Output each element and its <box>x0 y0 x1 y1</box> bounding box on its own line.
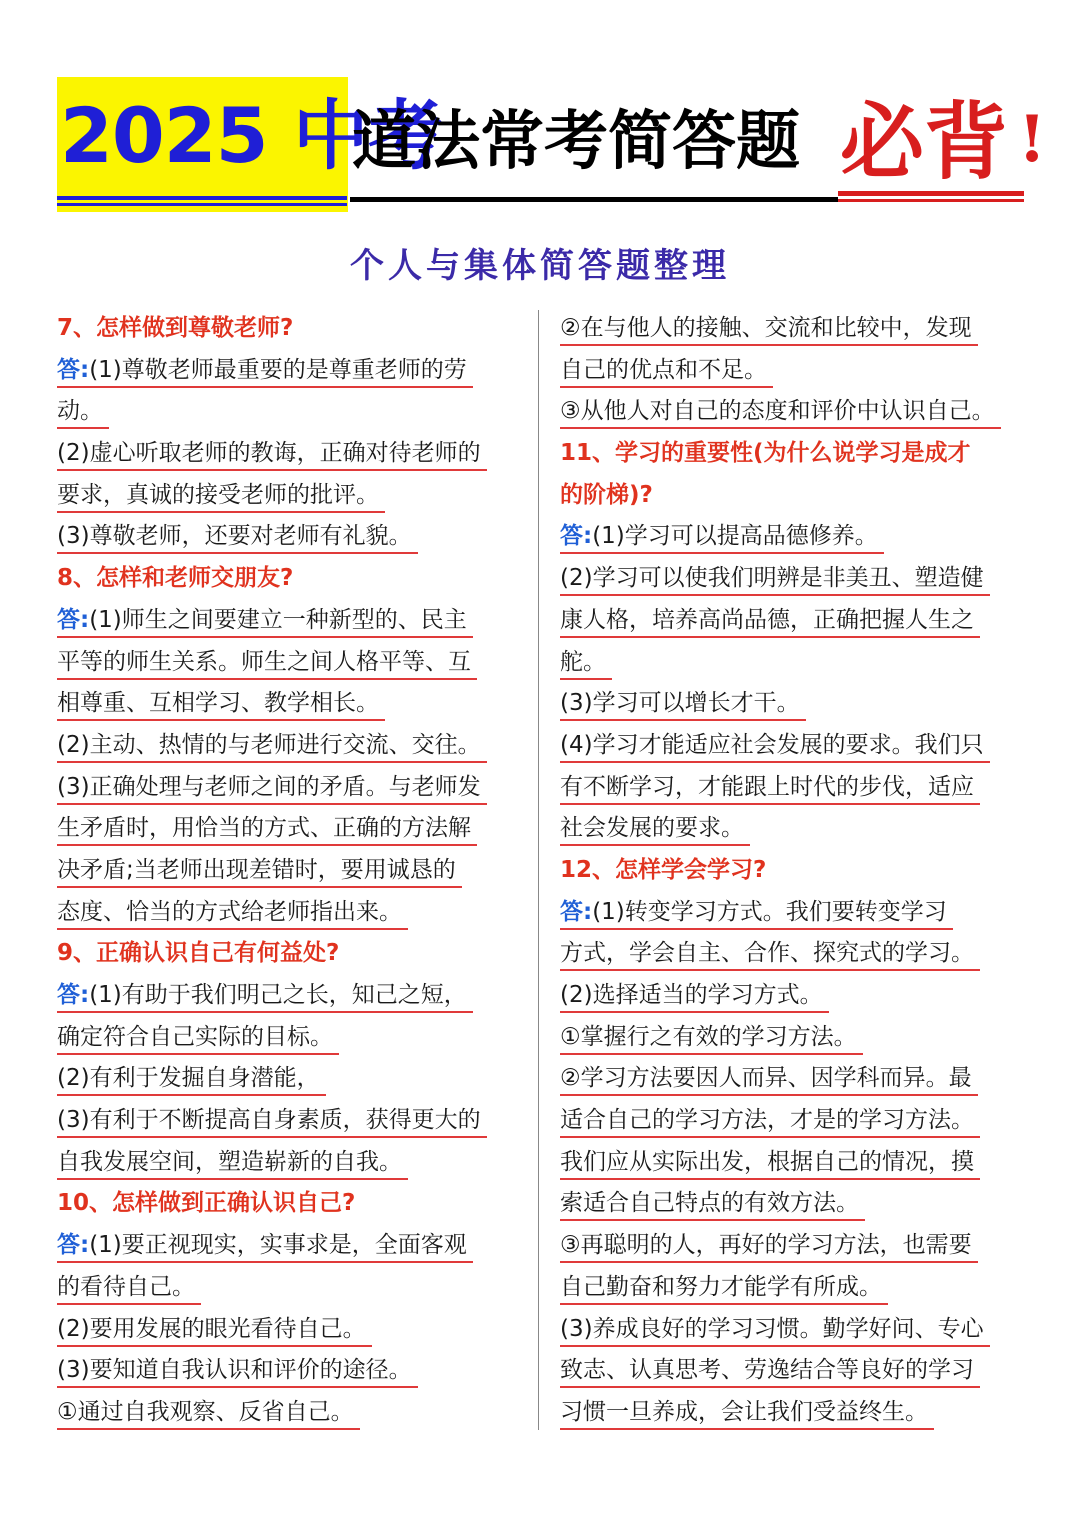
answer-line <box>57 475 523 517</box>
answer-line <box>57 1309 523 1351</box>
line-text <box>57 1354 418 1388</box>
line-body: 自己的优点和不足。 <box>560 356 767 383</box>
answer-line <box>560 975 1026 1017</box>
answer-line <box>560 1142 1026 1184</box>
line-text <box>560 1062 978 1096</box>
line-body: 8、怎样和老师交朋友? <box>57 565 294 592</box>
line-body: 适合自己的学习方法，才是的学习方法。 <box>560 1107 974 1134</box>
line-body: 索适合自己特点的有效方法。 <box>560 1190 859 1217</box>
answer-line <box>57 850 523 892</box>
answer-label: 答: <box>57 606 90 633</box>
answer-line <box>560 683 1026 725</box>
line-body: 自我发展空间，塑造崭新的自我。 <box>57 1148 402 1175</box>
answer-line <box>560 308 1026 350</box>
answer-line <box>560 642 1026 684</box>
line-text <box>560 687 806 721</box>
line-body: (4)学习才能适应社会发展的要求。我们只 <box>560 731 984 758</box>
question-line <box>57 558 523 600</box>
answer-line <box>57 1017 523 1059</box>
line-body: (3)有利于不断提高自身素质，获得更大的 <box>57 1107 481 1134</box>
line-text <box>57 771 487 805</box>
line-text <box>57 1021 339 1055</box>
column-divider <box>538 310 539 1430</box>
line-body: (2)要用发展的眼光看待自己。 <box>57 1315 366 1342</box>
line-body: 相尊重、互相学习、教学相长。 <box>57 690 379 717</box>
line-text <box>560 854 772 886</box>
line-text <box>57 854 462 888</box>
right-column <box>560 308 1026 1434</box>
title-underline-red <box>838 191 1024 196</box>
question-line <box>560 433 1026 475</box>
answer-label: 答: <box>57 356 90 383</box>
line-text <box>57 646 477 680</box>
answer-line <box>560 1225 1026 1267</box>
line-text <box>57 312 299 344</box>
line-text <box>57 1104 487 1138</box>
answer-line <box>57 1350 523 1392</box>
line-body: ②在与他人的接触、交流和比较中，发现 <box>560 315 972 341</box>
question-line <box>57 933 523 975</box>
line-text <box>57 812 477 846</box>
line-text <box>560 1187 865 1221</box>
line-body: (3)要知道自我认识和评价的途径。 <box>57 1357 412 1384</box>
line-text <box>560 1271 888 1305</box>
line-body: 态度、恰当的方式给老师指出来。 <box>57 898 402 925</box>
line-text <box>560 937 980 971</box>
answer-line <box>560 558 1026 600</box>
line-text <box>57 1396 360 1430</box>
line-text <box>57 896 408 930</box>
line-body: 11、学习的重要性(为什么说学习是成才 <box>560 440 971 467</box>
line-body: (3)学习可以增长才干。 <box>560 690 800 717</box>
line-body: 自己勤奋和努力才能学有所成。 <box>560 1273 882 1300</box>
line-body: 要求，真诚的接受老师的批评。 <box>57 481 379 508</box>
line-body: 致志、认真思考、劳逸结合等良好的学习 <box>560 1357 974 1384</box>
line-body: 我们应从实际出发，根据自己的情况，摸 <box>560 1148 974 1175</box>
line-body: (1)有助于我们明己之长，知己之短， <box>89 982 467 1008</box>
answer-line <box>57 808 523 850</box>
answer-line <box>57 1225 523 1267</box>
line-text <box>560 520 884 554</box>
line-text <box>57 729 487 763</box>
line-text <box>57 1313 372 1347</box>
line-body: ③再聪明的人，再好的学习方法，也需要 <box>560 1232 972 1259</box>
line-text <box>57 520 418 554</box>
line-body: (1)师生之间要建立一种新型的、民主 <box>89 606 467 633</box>
answer-line <box>560 350 1026 392</box>
answer-label: 答: <box>560 523 593 550</box>
line-body: 的看待自己。 <box>57 1273 195 1300</box>
line-text <box>560 354 773 388</box>
line-body: ②学习方法要因人而异、因学科而异。最 <box>560 1065 972 1092</box>
line-text <box>57 437 487 471</box>
line-body: 9、正确认识自己有何益处? <box>57 940 340 967</box>
line-text <box>560 729 990 763</box>
answer-line <box>560 391 1026 433</box>
line-text <box>560 604 980 638</box>
title-underline-blue <box>57 196 347 200</box>
line-text <box>560 312 978 346</box>
line-body: 平等的师生关系。师生之间人格平等、互 <box>57 648 471 675</box>
line-body: 生矛盾时，用恰当的方式、正确的方法解 <box>57 815 471 842</box>
answer-line <box>57 1142 523 1184</box>
line-text <box>57 1229 473 1263</box>
line-body: (3)正确处理与老师之间的矛盾。与老师发 <box>57 773 481 800</box>
title-banner <box>0 0 1080 230</box>
line-body: (2)学习可以使我们明辨是非美丑、塑造健 <box>560 565 984 592</box>
line-body: 方式，学会自主、合作、探究式的学习。 <box>560 940 974 967</box>
answer-line <box>57 1058 523 1100</box>
answer-line <box>57 767 523 809</box>
answer-line <box>57 516 523 558</box>
line-text <box>57 604 473 638</box>
line-text <box>560 1229 978 1263</box>
line-text <box>560 1104 980 1138</box>
line-text <box>560 896 953 930</box>
line-body: 决矛盾;当老师出现差错时，要用诚恳的 <box>57 856 456 883</box>
line-text <box>57 1146 408 1180</box>
answer-line <box>560 600 1026 642</box>
section-subtitle: 个人与集体简答题整理 <box>350 246 730 286</box>
line-text <box>560 562 990 596</box>
answer-line <box>57 350 523 392</box>
line-body: (1)转变学习方式。我们要转变学习 <box>592 898 947 925</box>
line-body: 动。 <box>57 398 103 425</box>
line-text <box>560 1146 980 1180</box>
line-text <box>560 1354 980 1388</box>
line-body: (1)要正视现实，实事求是，全面客观 <box>89 1232 467 1259</box>
line-body: 有不断学习，才能跟上时代的步伐，适应 <box>560 773 974 800</box>
line-text <box>560 979 829 1013</box>
answer-line <box>57 433 523 475</box>
line-text <box>560 1021 863 1055</box>
line-text <box>560 1313 990 1347</box>
line-text <box>560 812 750 846</box>
title-main: 道法常考简答题 <box>352 105 800 179</box>
line-text <box>57 1271 201 1305</box>
title-underline-black <box>350 197 838 202</box>
line-text <box>560 395 1001 429</box>
line-body: ③从他人对自己的态度和评价中认识自己。 <box>560 398 995 425</box>
title-year-exam: 2025 中考 <box>60 91 443 180</box>
answer-line <box>57 1267 523 1309</box>
question-line <box>560 475 1026 517</box>
line-body: ①掌握行之有效的学习方法。 <box>560 1023 857 1050</box>
answer-line <box>57 683 523 725</box>
answer-line <box>57 600 523 642</box>
answer-line <box>560 808 1026 850</box>
question-line <box>57 308 523 350</box>
line-body: 确定符合自己实际的目标。 <box>57 1023 333 1050</box>
line-body: (2)选择适当的学习方式。 <box>560 982 823 1008</box>
title-underline-blue-2 <box>57 203 347 206</box>
line-body: (1)尊敬老师最重要的是尊重老师的劳 <box>89 356 467 383</box>
line-body: 舵。 <box>560 648 606 675</box>
answer-line <box>560 1267 1026 1309</box>
line-text <box>57 1062 326 1096</box>
line-text <box>57 979 473 1013</box>
line-text <box>560 479 659 511</box>
answer-line <box>560 1350 1026 1392</box>
line-body: 康人格，培养高尚品德，正确把握人生之 <box>560 606 974 633</box>
line-body: (2)有利于发掘自身潜能， <box>57 1065 320 1092</box>
line-text <box>57 937 345 969</box>
answer-line <box>560 892 1026 934</box>
answer-line <box>560 1309 1026 1351</box>
line-body: (3)养成良好的学习习惯。勤学好问、专心 <box>560 1315 984 1342</box>
answer-line <box>57 391 523 433</box>
line-text <box>57 1187 361 1219</box>
line-text <box>57 687 385 721</box>
answer-line <box>560 1017 1026 1059</box>
answer-line <box>560 1392 1026 1434</box>
title-underline-red-2 <box>838 199 1024 202</box>
title-exclamation: ! <box>1018 102 1047 177</box>
answer-line <box>560 1058 1026 1100</box>
line-body: (1)学习可以提高品德修养。 <box>592 523 878 550</box>
answer-label: 答: <box>560 898 593 925</box>
question-line <box>560 850 1026 892</box>
line-body: 社会发展的要求。 <box>560 815 744 842</box>
left-column <box>57 308 523 1434</box>
question-line <box>57 1183 523 1225</box>
line-text <box>57 562 299 594</box>
line-body: (3)尊敬老师，还要对老师有礼貌。 <box>57 523 412 550</box>
line-text <box>560 437 977 469</box>
answer-label: 答: <box>57 1232 90 1259</box>
line-text <box>57 354 473 388</box>
line-text <box>560 646 612 680</box>
answer-line <box>57 1100 523 1142</box>
line-body: 10、怎样做到正确认识自己? <box>57 1190 356 1217</box>
answer-line <box>57 725 523 767</box>
answer-line <box>560 767 1026 809</box>
answer-line <box>57 892 523 934</box>
line-text <box>560 771 980 805</box>
line-body: ①通过自我观察、反省自己。 <box>57 1398 354 1425</box>
answer-line <box>560 933 1026 975</box>
line-text <box>57 479 385 513</box>
answer-line <box>560 1100 1026 1142</box>
answer-line <box>57 975 523 1017</box>
line-body: 12、怎样学会学习? <box>560 856 767 883</box>
line-text <box>560 1396 934 1430</box>
answer-label: 答: <box>57 982 90 1008</box>
line-body: 习惯一旦养成，会让我们受益终生。 <box>560 1398 928 1425</box>
line-body: 的阶梯)? <box>560 481 653 508</box>
line-body: (2)虚心听取老师的教诲，正确对待老师的 <box>57 440 481 467</box>
answer-line <box>560 725 1026 767</box>
line-text <box>57 395 109 429</box>
line-body: (2)主动、热情的与老师进行交流、交往。 <box>57 731 481 758</box>
line-body: 7、怎样做到尊敬老师? <box>57 315 294 341</box>
answer-line <box>57 642 523 684</box>
title-must-memorize: 必背 <box>840 92 1009 191</box>
answer-line <box>560 1183 1026 1225</box>
answer-line <box>560 516 1026 558</box>
answer-line <box>57 1392 523 1434</box>
